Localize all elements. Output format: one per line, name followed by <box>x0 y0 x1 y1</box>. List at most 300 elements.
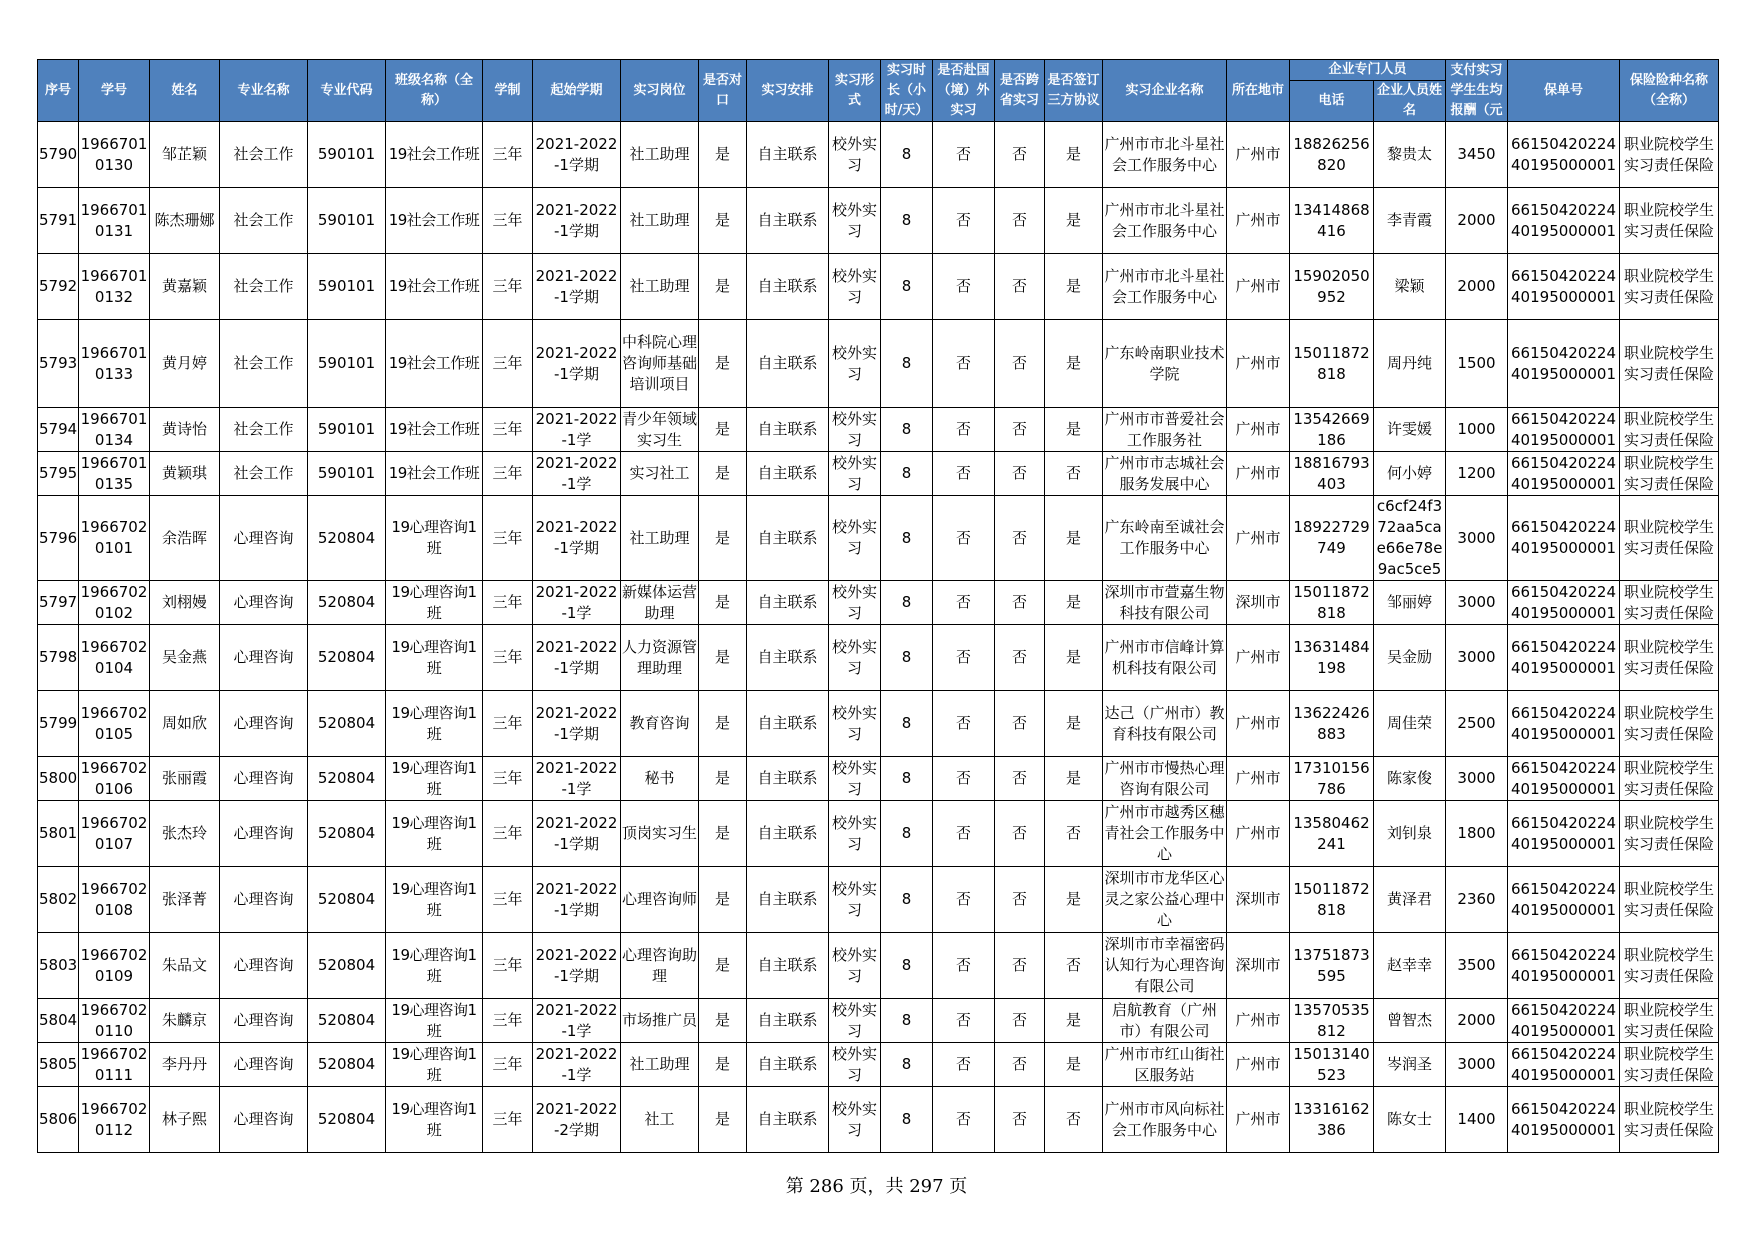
cell-contact-name: 曾智杰 <box>1374 999 1446 1043</box>
cell-abroad: 否 <box>933 1043 995 1087</box>
cell-term: 2021-2022-1学期 <box>533 496 621 581</box>
cell-term: 2021-2022-1学 <box>533 757 621 801</box>
table-row <box>38 1087 1719 1153</box>
cell-duration: 三年 <box>483 801 533 867</box>
cell-form: 校外实习 <box>829 254 881 320</box>
cell-major: 社会工作 <box>220 408 308 452</box>
cell-name: 朱麟京 <box>150 999 220 1043</box>
cell-agreement: 否 <box>1045 452 1103 496</box>
cell-term: 2021-2022-1学 <box>533 581 621 625</box>
cell-student-id: 19667010132 <box>79 254 150 320</box>
cell-class: 19社会工作班 <box>386 320 483 408</box>
cell-relevant: 是 <box>699 254 747 320</box>
cell-pay: 3000 <box>1446 757 1508 801</box>
cell-policy-no: 6615042022440195000001 <box>1508 625 1620 691</box>
header-agreement: 是否签订三方协议 <box>1045 60 1103 122</box>
cell-major-code: 590101 <box>308 254 386 320</box>
cell-company: 广州市市北斗星社会工作服务中心 <box>1103 188 1227 254</box>
cell-class: 19社会工作班 <box>386 452 483 496</box>
cell-contact-name: 黄泽君 <box>1374 867 1446 933</box>
cell-abroad: 否 <box>933 452 995 496</box>
cell-duration: 三年 <box>483 496 533 581</box>
cell-company: 深圳市市萱嘉生物科技有限公司 <box>1103 581 1227 625</box>
cell-company: 广州市市风向标社会工作服务中心 <box>1103 1087 1227 1153</box>
cell-hours: 8 <box>881 408 933 452</box>
cell-agreement: 是 <box>1045 625 1103 691</box>
cell-class: 19心理咨询1班 <box>386 691 483 757</box>
cell-abroad: 否 <box>933 408 995 452</box>
cell-arrangement: 自主联系 <box>747 1087 829 1153</box>
cell-contact-name: 周佳荣 <box>1374 691 1446 757</box>
cell-contact-name: 周丹纯 <box>1374 320 1446 408</box>
cell-name: 黄嘉颖 <box>150 254 220 320</box>
cell-agreement: 是 <box>1045 320 1103 408</box>
cell-cross-province: 否 <box>995 999 1045 1043</box>
cell-arrangement: 自主联系 <box>747 933 829 999</box>
cell-contact-name: 赵幸幸 <box>1374 933 1446 999</box>
cell-form: 校外实习 <box>829 625 881 691</box>
cell-arrangement: 自主联系 <box>747 188 829 254</box>
cell-form: 校外实习 <box>829 188 881 254</box>
cell-cross-province: 否 <box>995 1043 1045 1087</box>
cell-position: 心理咨询师 <box>621 867 699 933</box>
page-footer <box>0 1172 1753 1198</box>
cell-company: 广州市市越秀区穗青社会工作服务中心 <box>1103 801 1227 867</box>
cell-abroad: 否 <box>933 933 995 999</box>
cell-major: 社会工作 <box>220 452 308 496</box>
cell-class: 19心理咨询1班 <box>386 933 483 999</box>
cell-cross-province: 否 <box>995 452 1045 496</box>
cell-company: 深圳市市龙华区心灵之家公益心理中心 <box>1103 867 1227 933</box>
cell-pay: 2500 <box>1446 691 1508 757</box>
cell-phone: 18922729749 <box>1290 496 1374 581</box>
header-position: 实习岗位 <box>621 60 699 122</box>
cell-duration: 三年 <box>483 625 533 691</box>
cell-city: 广州市 <box>1227 1087 1290 1153</box>
cell-major: 心理咨询 <box>220 1087 308 1153</box>
cell-relevant: 是 <box>699 188 747 254</box>
header-form: 实习形式 <box>829 60 881 122</box>
cell-policy-no: 6615042022440195000001 <box>1508 408 1620 452</box>
cell-pay: 3450 <box>1446 122 1508 188</box>
cell-major: 社会工作 <box>220 320 308 408</box>
cell-form: 校外实习 <box>829 496 881 581</box>
cell-pay: 3000 <box>1446 625 1508 691</box>
cell-student-id: 19667020102 <box>79 581 150 625</box>
cell-arrangement: 自主联系 <box>747 801 829 867</box>
cell-policy-no: 6615042022440195000001 <box>1508 1043 1620 1087</box>
cell-pay: 3000 <box>1446 1043 1508 1087</box>
cell-cross-province: 否 <box>995 867 1045 933</box>
cell-phone: 13316162386 <box>1290 1087 1374 1153</box>
cell-city: 广州市 <box>1227 320 1290 408</box>
cell-name: 黄颖琪 <box>150 452 220 496</box>
cell-hours: 8 <box>881 691 933 757</box>
header-city: 所在地市 <box>1227 60 1290 122</box>
cell-name: 黄诗怡 <box>150 408 220 452</box>
cell-cross-province: 否 <box>995 933 1045 999</box>
cell-form: 校外实习 <box>829 1087 881 1153</box>
cell-term: 2021-2022-1学 <box>533 1043 621 1087</box>
cell-arrangement: 自主联系 <box>747 757 829 801</box>
table-row <box>38 757 1719 801</box>
cell-seq: 5795 <box>38 452 79 496</box>
cell-position: 教育咨询 <box>621 691 699 757</box>
cell-pay: 3500 <box>1446 933 1508 999</box>
cell-arrangement: 自主联系 <box>747 1043 829 1087</box>
cell-agreement: 是 <box>1045 581 1103 625</box>
cell-policy-no: 6615042022440195000001 <box>1508 188 1620 254</box>
header-cross-province: 是否跨省实习 <box>995 60 1045 122</box>
cell-hours: 8 <box>881 1043 933 1087</box>
cell-relevant: 是 <box>699 581 747 625</box>
cell-student-id: 19667020107 <box>79 801 150 867</box>
cell-major: 社会工作 <box>220 188 308 254</box>
cell-cross-province: 否 <box>995 408 1045 452</box>
cell-contact-name: 何小婷 <box>1374 452 1446 496</box>
cell-duration: 三年 <box>483 691 533 757</box>
cell-term: 2021-2022-1学 <box>533 999 621 1043</box>
cell-city: 广州市 <box>1227 496 1290 581</box>
internship-table <box>37 59 1719 1153</box>
cell-hours: 8 <box>881 188 933 254</box>
cell-agreement: 是 <box>1045 408 1103 452</box>
cell-name: 陈杰珊娜 <box>150 188 220 254</box>
header-relevant: 是否对口 <box>699 60 747 122</box>
header-abroad: 是否赴国（境）外实习 <box>933 60 995 122</box>
cell-agreement: 是 <box>1045 122 1103 188</box>
cell-major-code: 520804 <box>308 757 386 801</box>
cell-position: 中科院心理咨询师基础培训项目 <box>621 320 699 408</box>
cell-name: 周如欣 <box>150 691 220 757</box>
cell-phone: 17310156786 <box>1290 757 1374 801</box>
cell-position: 秘书 <box>621 757 699 801</box>
cell-company: 启航教育（广州市）有限公司 <box>1103 999 1227 1043</box>
cell-seq: 5799 <box>38 691 79 757</box>
cell-position: 社工助理 <box>621 188 699 254</box>
cell-agreement: 是 <box>1045 1043 1103 1087</box>
cell-insurance: 职业院校学生实习责任保险 <box>1620 1087 1719 1153</box>
cell-policy-no: 6615042022440195000001 <box>1508 757 1620 801</box>
cell-contact-name: 陈女士 <box>1374 1087 1446 1153</box>
cell-duration: 三年 <box>483 867 533 933</box>
cell-company: 广东岭南至诚社会工作服务中心 <box>1103 496 1227 581</box>
cell-insurance: 职业院校学生实习责任保险 <box>1620 254 1719 320</box>
cell-insurance: 职业院校学生实习责任保险 <box>1620 122 1719 188</box>
cell-phone: 15011872818 <box>1290 581 1374 625</box>
cell-cross-province: 否 <box>995 757 1045 801</box>
cell-cross-province: 否 <box>995 801 1045 867</box>
table-row <box>38 496 1719 581</box>
header-hours: 实习时长（小时/天） <box>881 60 933 122</box>
cell-contact-name: 邹丽婷 <box>1374 581 1446 625</box>
cell-policy-no: 6615042022440195000001 <box>1508 452 1620 496</box>
cell-student-id: 19667020109 <box>79 933 150 999</box>
cell-phone: 13580462241 <box>1290 801 1374 867</box>
cell-seq: 5793 <box>38 320 79 408</box>
cell-agreement: 否 <box>1045 801 1103 867</box>
header-duration: 学制 <box>483 60 533 122</box>
cell-position: 顶岗实习生 <box>621 801 699 867</box>
cell-insurance: 职业院校学生实习责任保险 <box>1620 188 1719 254</box>
cell-contact-name: 黎贵太 <box>1374 122 1446 188</box>
cell-class: 19心理咨询1班 <box>386 1087 483 1153</box>
page-number-label: 第 286 页，共 297 页 <box>785 1176 968 1197</box>
cell-duration: 三年 <box>483 408 533 452</box>
cell-relevant: 是 <box>699 757 747 801</box>
cell-form: 校外实习 <box>829 999 881 1043</box>
cell-duration: 三年 <box>483 757 533 801</box>
cell-arrangement: 自主联系 <box>747 691 829 757</box>
header-pay: 支付实习学生生均报酬（元 <box>1446 60 1508 122</box>
cell-relevant: 是 <box>699 496 747 581</box>
cell-major: 心理咨询 <box>220 999 308 1043</box>
header-company: 实习企业名称 <box>1103 60 1227 122</box>
cell-hours: 8 <box>881 122 933 188</box>
cell-student-id: 19667010133 <box>79 320 150 408</box>
cell-seq: 5806 <box>38 1087 79 1153</box>
cell-major: 心理咨询 <box>220 1043 308 1087</box>
cell-city: 深圳市 <box>1227 933 1290 999</box>
cell-hours: 8 <box>881 999 933 1043</box>
table-header <box>38 60 1719 122</box>
cell-seq: 5805 <box>38 1043 79 1087</box>
cell-city: 广州市 <box>1227 757 1290 801</box>
cell-pay: 3000 <box>1446 581 1508 625</box>
table-body <box>38 122 1719 1153</box>
header-arrangement: 实习安排 <box>747 60 829 122</box>
cell-arrangement: 自主联系 <box>747 254 829 320</box>
cell-hours: 8 <box>881 757 933 801</box>
table-row <box>38 581 1719 625</box>
cell-abroad: 否 <box>933 691 995 757</box>
cell-abroad: 否 <box>933 581 995 625</box>
cell-policy-no: 6615042022440195000001 <box>1508 254 1620 320</box>
cell-hours: 8 <box>881 581 933 625</box>
cell-term: 2021-2022-2学期 <box>533 1087 621 1153</box>
cell-pay: 1800 <box>1446 801 1508 867</box>
cell-cross-province: 否 <box>995 581 1045 625</box>
cell-pay: 1000 <box>1446 408 1508 452</box>
cell-major: 心理咨询 <box>220 801 308 867</box>
cell-insurance: 职业院校学生实习责任保险 <box>1620 801 1719 867</box>
cell-class: 19心理咨询1班 <box>386 801 483 867</box>
cell-relevant: 是 <box>699 122 747 188</box>
cell-phone: 18816793403 <box>1290 452 1374 496</box>
cell-seq: 5797 <box>38 581 79 625</box>
cell-term: 2021-2022-1学 <box>533 452 621 496</box>
header-seq: 序号 <box>38 60 79 122</box>
cell-major: 心理咨询 <box>220 625 308 691</box>
cell-cross-province: 否 <box>995 320 1045 408</box>
cell-duration: 三年 <box>483 188 533 254</box>
cell-name: 林子熙 <box>150 1087 220 1153</box>
cell-duration: 三年 <box>483 452 533 496</box>
cell-phone: 15011872818 <box>1290 320 1374 408</box>
cell-class: 19心理咨询1班 <box>386 867 483 933</box>
cell-pay: 2000 <box>1446 254 1508 320</box>
cell-agreement: 是 <box>1045 496 1103 581</box>
cell-cross-province: 否 <box>995 1087 1045 1153</box>
cell-major-code: 590101 <box>308 408 386 452</box>
cell-contact-name: 岑润圣 <box>1374 1043 1446 1087</box>
cell-phone: 13414868416 <box>1290 188 1374 254</box>
table-row <box>38 1043 1719 1087</box>
cell-duration: 三年 <box>483 254 533 320</box>
cell-duration: 三年 <box>483 933 533 999</box>
cell-major: 心理咨询 <box>220 691 308 757</box>
cell-seq: 5798 <box>38 625 79 691</box>
header-class: 班级名称（全称） <box>386 60 483 122</box>
cell-agreement: 否 <box>1045 933 1103 999</box>
cell-student-id: 19667020104 <box>79 625 150 691</box>
cell-company: 广州市市红山街社区服务站 <box>1103 1043 1227 1087</box>
cell-name: 刘栩嫚 <box>150 581 220 625</box>
header-student-id: 学号 <box>79 60 150 122</box>
cell-major-code: 520804 <box>308 691 386 757</box>
cell-form: 校外实习 <box>829 122 881 188</box>
cell-agreement: 是 <box>1045 999 1103 1043</box>
cell-duration: 三年 <box>483 1043 533 1087</box>
cell-student-id: 19667010131 <box>79 188 150 254</box>
cell-position: 实习社工 <box>621 452 699 496</box>
cell-major-code: 520804 <box>308 1087 386 1153</box>
header-insurance: 保险险种名称（全称） <box>1620 60 1719 122</box>
cell-name: 张杰玲 <box>150 801 220 867</box>
cell-position: 社工 <box>621 1087 699 1153</box>
cell-major: 心理咨询 <box>220 867 308 933</box>
cell-insurance: 职业院校学生实习责任保险 <box>1620 496 1719 581</box>
cell-policy-no: 6615042022440195000001 <box>1508 801 1620 867</box>
cell-phone: 13570535812 <box>1290 999 1374 1043</box>
header-contact-group: 企业专门人员 <box>1290 60 1446 81</box>
cell-policy-no: 6615042022440195000001 <box>1508 581 1620 625</box>
cell-insurance: 职业院校学生实习责任保险 <box>1620 691 1719 757</box>
table-row <box>38 625 1719 691</box>
cell-abroad: 否 <box>933 122 995 188</box>
cell-name: 张丽霞 <box>150 757 220 801</box>
cell-phone: 15902050952 <box>1290 254 1374 320</box>
cell-city: 广州市 <box>1227 1043 1290 1087</box>
cell-city: 广州市 <box>1227 122 1290 188</box>
cell-pay: 1400 <box>1446 1087 1508 1153</box>
cell-major-code: 520804 <box>308 625 386 691</box>
cell-position: 社工助理 <box>621 496 699 581</box>
cell-term: 2021-2022-1学期 <box>533 320 621 408</box>
cell-term: 2021-2022-1学期 <box>533 254 621 320</box>
cell-duration: 三年 <box>483 320 533 408</box>
cell-relevant: 是 <box>699 999 747 1043</box>
cell-company: 达己（广州市）教育科技有限公司 <box>1103 691 1227 757</box>
header-contact-name: 企业人员姓名 <box>1374 81 1446 122</box>
cell-position: 心理咨询助理 <box>621 933 699 999</box>
cell-form: 校外实习 <box>829 867 881 933</box>
cell-major-code: 520804 <box>308 999 386 1043</box>
cell-major-code: 520804 <box>308 867 386 933</box>
cell-duration: 三年 <box>483 122 533 188</box>
table-row <box>38 801 1719 867</box>
cell-relevant: 是 <box>699 408 747 452</box>
cell-relevant: 是 <box>699 867 747 933</box>
cell-insurance: 职业院校学生实习责任保险 <box>1620 625 1719 691</box>
header-name: 姓名 <box>150 60 220 122</box>
cell-student-id: 19667020111 <box>79 1043 150 1087</box>
cell-relevant: 是 <box>699 625 747 691</box>
cell-major-code: 590101 <box>308 122 386 188</box>
cell-insurance: 职业院校学生实习责任保险 <box>1620 452 1719 496</box>
cell-class: 19社会工作班 <box>386 408 483 452</box>
cell-insurance: 职业院校学生实习责任保险 <box>1620 933 1719 999</box>
cell-hours: 8 <box>881 254 933 320</box>
cell-pay: 3000 <box>1446 496 1508 581</box>
cell-company: 广州市市普爱社会工作服务社 <box>1103 408 1227 452</box>
table-row <box>38 999 1719 1043</box>
cell-arrangement: 自主联系 <box>747 581 829 625</box>
cell-student-id: 19667020106 <box>79 757 150 801</box>
cell-insurance: 职业院校学生实习责任保险 <box>1620 320 1719 408</box>
cell-agreement: 否 <box>1045 1087 1103 1153</box>
cell-pay: 2000 <box>1446 188 1508 254</box>
cell-company: 广州市市志城社会服务发展中心 <box>1103 452 1227 496</box>
cell-relevant: 是 <box>699 1043 747 1087</box>
cell-cross-province: 否 <box>995 254 1045 320</box>
header-policy-no: 保单号 <box>1508 60 1620 122</box>
cell-cross-province: 否 <box>995 625 1045 691</box>
cell-seq: 5792 <box>38 254 79 320</box>
cell-student-id: 19667020101 <box>79 496 150 581</box>
cell-cross-province: 否 <box>995 122 1045 188</box>
cell-major: 社会工作 <box>220 254 308 320</box>
cell-cross-province: 否 <box>995 188 1045 254</box>
cell-pay: 1200 <box>1446 452 1508 496</box>
cell-agreement: 是 <box>1045 254 1103 320</box>
table-row <box>38 188 1719 254</box>
cell-city: 广州市 <box>1227 691 1290 757</box>
cell-policy-no: 6615042022440195000001 <box>1508 320 1620 408</box>
cell-company: 广州市市信峰计算机科技有限公司 <box>1103 625 1227 691</box>
cell-hours: 8 <box>881 320 933 408</box>
cell-name: 张泽菁 <box>150 867 220 933</box>
cell-city: 广州市 <box>1227 999 1290 1043</box>
cell-term: 2021-2022-1学期 <box>533 867 621 933</box>
header-major: 专业名称 <box>220 60 308 122</box>
cell-city: 广州市 <box>1227 408 1290 452</box>
table-row <box>38 254 1719 320</box>
table-row <box>38 933 1719 999</box>
cell-phone: 13751873595 <box>1290 933 1374 999</box>
cell-arrangement: 自主联系 <box>747 999 829 1043</box>
cell-arrangement: 自主联系 <box>747 122 829 188</box>
cell-major-code: 590101 <box>308 320 386 408</box>
cell-insurance: 职业院校学生实习责任保险 <box>1620 757 1719 801</box>
cell-duration: 三年 <box>483 999 533 1043</box>
cell-position: 市场推广员 <box>621 999 699 1043</box>
cell-student-id: 19667020105 <box>79 691 150 757</box>
cell-pay: 1500 <box>1446 320 1508 408</box>
cell-term: 2021-2022-1学期 <box>533 933 621 999</box>
cell-phone: 13631484198 <box>1290 625 1374 691</box>
cell-arrangement: 自主联系 <box>747 408 829 452</box>
cell-student-id: 19667020108 <box>79 867 150 933</box>
cell-class: 19心理咨询1班 <box>386 625 483 691</box>
cell-form: 校外实习 <box>829 320 881 408</box>
cell-city: 广州市 <box>1227 625 1290 691</box>
cell-class: 19心理咨询1班 <box>386 757 483 801</box>
cell-seq: 5802 <box>38 867 79 933</box>
cell-seq: 5791 <box>38 188 79 254</box>
cell-term: 2021-2022-1学 <box>533 408 621 452</box>
cell-seq: 5803 <box>38 933 79 999</box>
